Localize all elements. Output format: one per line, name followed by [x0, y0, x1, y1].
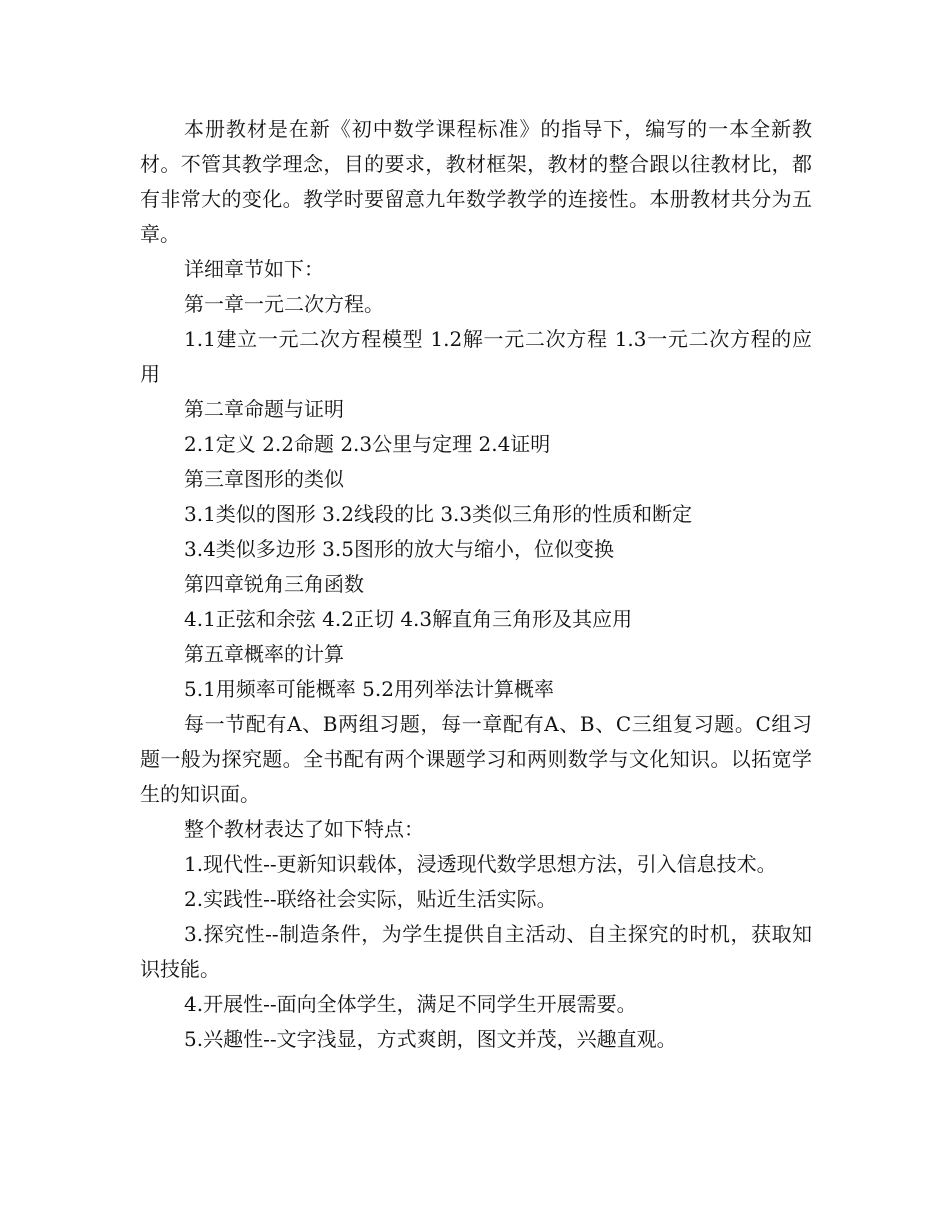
feature-item: 4.开展性--面向全体学生，满足不同学生开展需要。 [184, 992, 637, 1016]
document-body [140, 112, 812, 1057]
chapter-2-sections: 2.1定义 2.2命题 2.3公里与定理 2.4证明 [184, 432, 551, 456]
chapter-1-title: 第一章一元二次方程。 [184, 292, 384, 316]
paragraph-intro: 本册教材是在新《初中数学课程标准》的指导下，编写的一本全新教材。不管其教学理念，目的要求，教材框架，教材的整合跟以往教材比，都有非常大的变化。教学时要留意九年数学教学的连接性。本册教材共分为五章。 [140, 117, 812, 246]
chapter-4-title: 第四章锐角三角函数 [184, 572, 364, 596]
paragraph-exercises: 每一节配有A、B两组习题，每一章配有A、B、C三组复习题。C组习题一般为探究题。全书配有两个课题学习和两则数学与文化知识。以拓宽学生的知识面。 [140, 712, 812, 806]
chapter-5-title: 第五章概率的计算 [184, 642, 344, 666]
paragraph-features-intro: 整个教材表达了如下特点： [184, 817, 424, 841]
chapter-3-sections-b: 3.4类似多边形 3.5图形的放大与缩小，位似变换 [184, 537, 614, 561]
chapter-1-sections: 1.1建立一元二次方程模型 1.2解一元二次方程 1.3一元二次方程的应用 [140, 327, 812, 386]
chapter-3-title: 第三章图形的类似 [184, 467, 344, 491]
chapter-5-sections: 5.1用频率可能概率 5.2用列举法计算概率 [184, 677, 554, 701]
feature-item: 1.现代性--更新知识载体，浸透现代数学思想方法，引入信息技术。 [184, 852, 777, 876]
feature-item: 2.实践性--联络社会实际，贴近生活实际。 [184, 887, 557, 911]
feature-item: 3.探究性--制造条件，为学生提供自主活动、自主探究的时机，获取知识技能。 [140, 922, 812, 981]
chapter-2-title: 第二章命题与证明 [184, 397, 344, 421]
feature-item: 5.兴趣性--文字浅显，方式爽朗，图文并茂，兴趣直观。 [184, 1027, 677, 1051]
paragraph-chapter-heading: 详细章节如下： [184, 257, 324, 281]
chapter-4-sections: 4.1正弦和余弦 4.2正切 4.3解直角三角形及其应用 [184, 607, 633, 631]
chapter-3-sections-a: 3.1类似的图形 3.2线段的比 3.3类似三角形的性质和断定 [184, 502, 693, 526]
